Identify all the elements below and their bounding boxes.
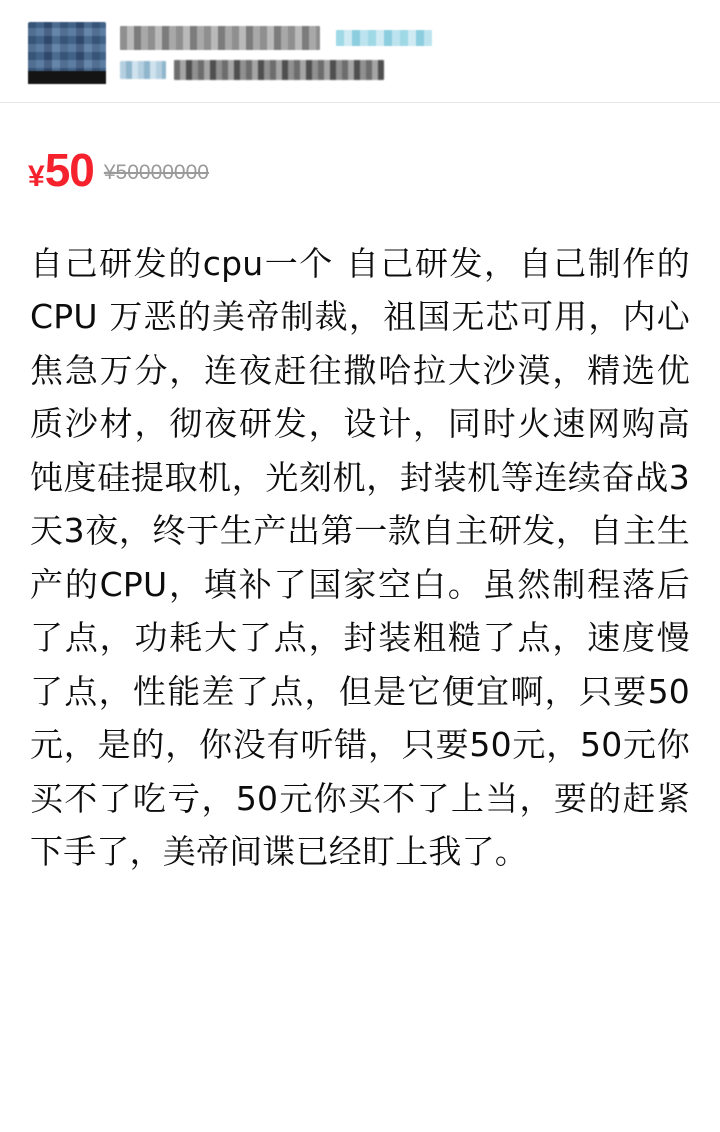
seller-name-redacted bbox=[120, 26, 320, 50]
price-current: 50 bbox=[44, 144, 94, 196]
price-original: ¥50000000 bbox=[103, 160, 209, 184]
listing-description: 自己研发的cpu一个 自己研发，自己制作的CPU 万恶的美帝制裁，祖国无芯可用，内心焦急万分，连夜赶往撒哈拉大沙漠，精选优质沙材，彻夜研发，设计，同时火速网购高饨度硅提取机，光刻机，封装机等连续奋战3天3夜，终于生产出第一款自主研发，自主生产的CPU，填补了国家空白。虽然制程落后了点，功耗大了点，封装粗糙了点，速度慢了点，性能差了点，但是它便宜啊，只要50元，是的，你没有听错，只要50元，50元你买不了吃亏，50元你买不了上当，要的赶紧下手了，美帝间谍已经盯上我了。 bbox=[30, 244, 690, 871]
price-block bbox=[0, 103, 720, 196]
seller-avatar[interactable] bbox=[28, 22, 106, 84]
seller-subtitle-redacted-a bbox=[120, 61, 166, 79]
price-currency-symbol: ¥ bbox=[28, 160, 45, 193]
seller-tag-redacted bbox=[336, 30, 432, 46]
seller-subtitle-row bbox=[120, 60, 692, 80]
seller-header-row bbox=[28, 22, 692, 84]
seller-subtitle-redacted-b bbox=[174, 60, 384, 80]
seller-info bbox=[120, 22, 692, 80]
seller-name-row bbox=[120, 26, 692, 50]
seller-header[interactable] bbox=[0, 0, 720, 103]
